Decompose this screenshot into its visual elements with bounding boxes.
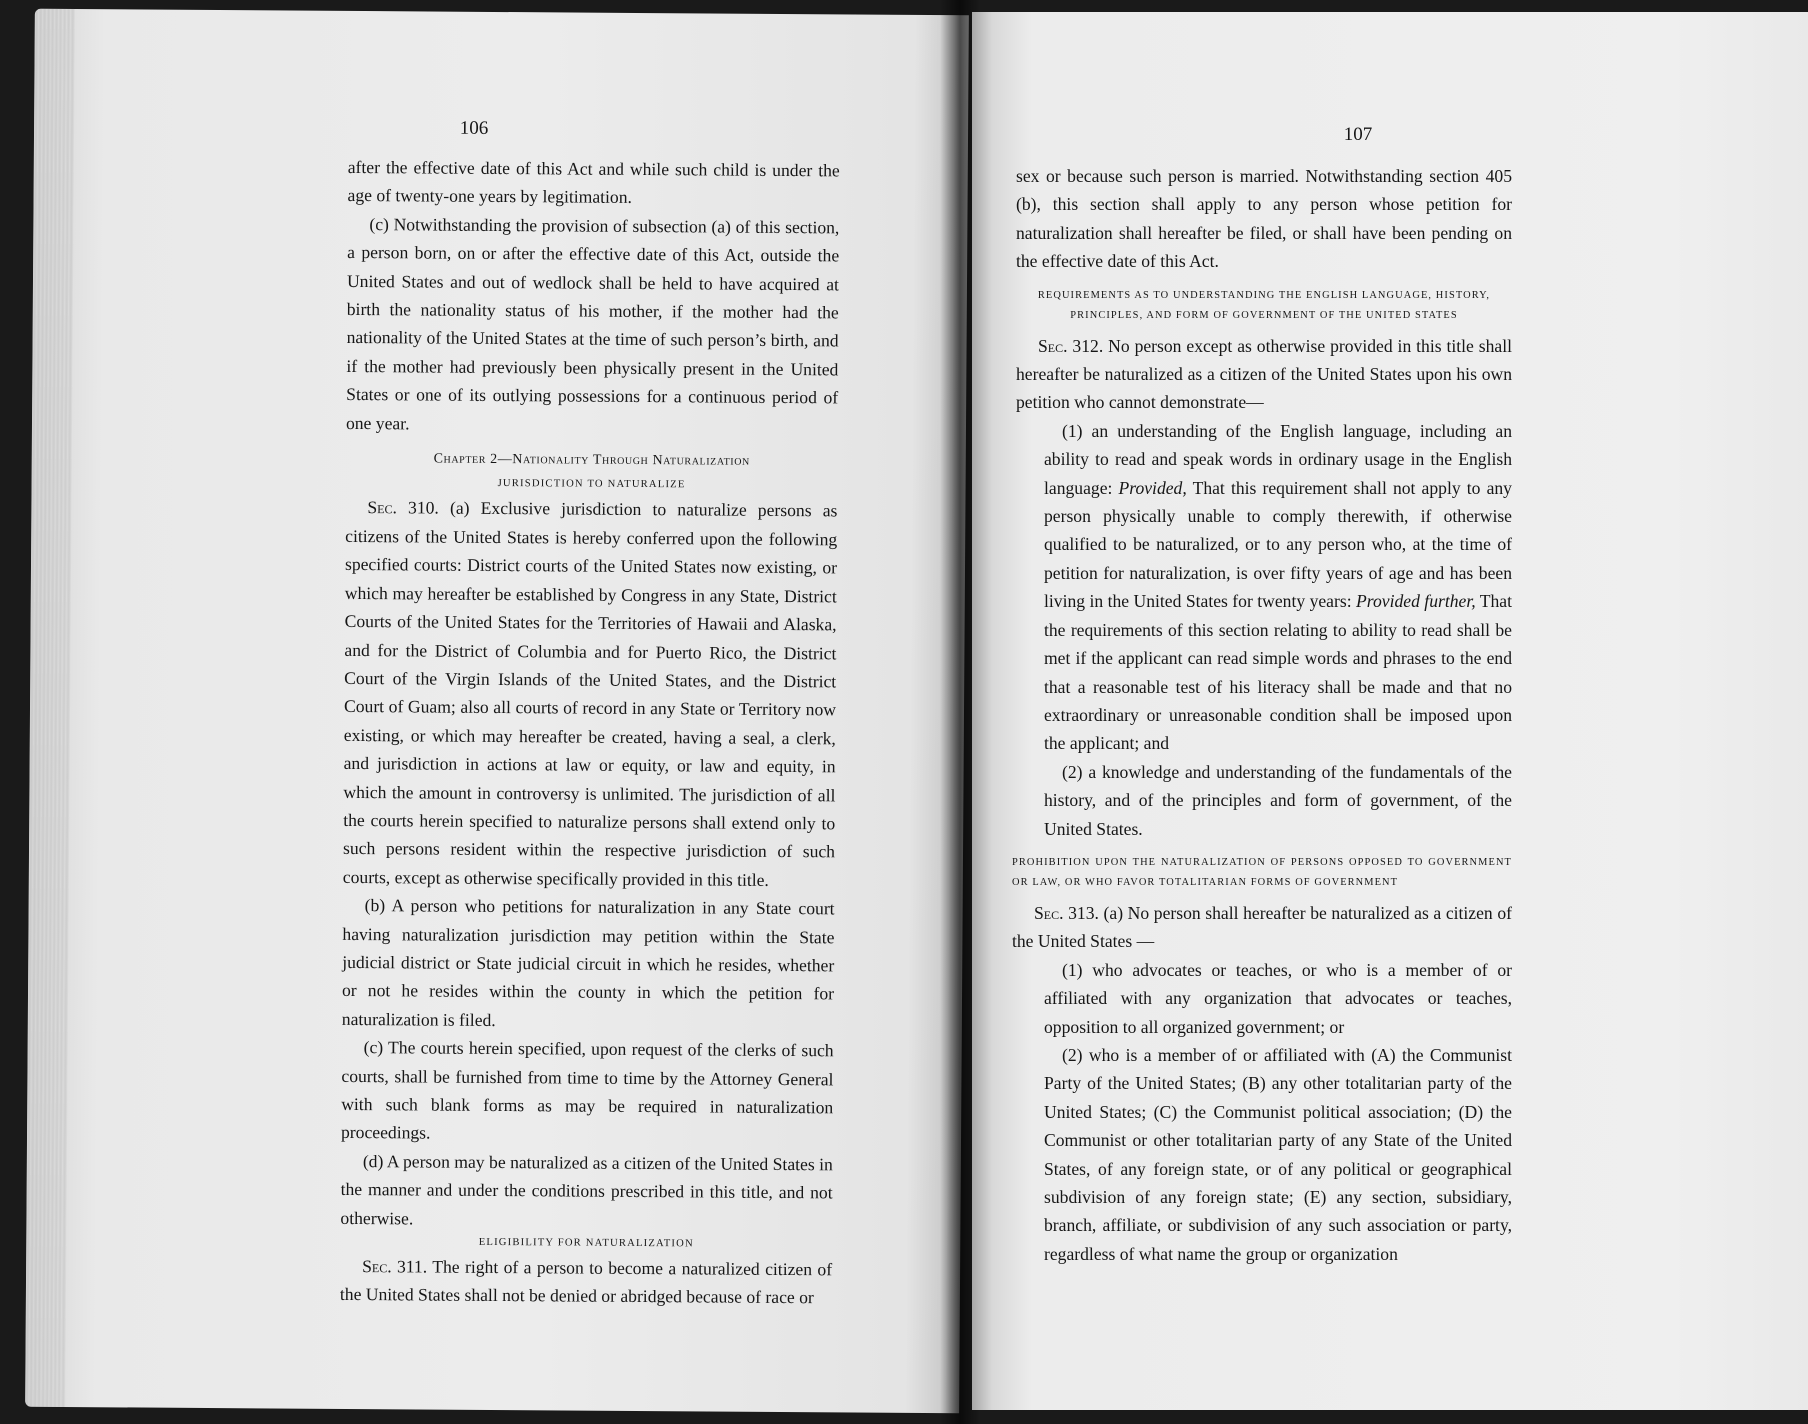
section-heading-prohibition: PROHIBITION UPON THE NATURALIZATION OF PERSONS OPPOSED TO GOVERNMENT OR LAW, OR WHO FAVOR TOTALITARIAN FORMS OF GOVERNMENT xyxy=(1012,856,1512,888)
section-text: The right of a person to become a naturalized citizen of the United States shall not be denied or abridged because of race or xyxy=(339,1256,833,1308)
section-label: Sec. 313. xyxy=(1034,902,1099,923)
section-heading-jurisdiction: JURISDICTION TO NATURALIZE xyxy=(497,478,686,491)
section-313a xyxy=(1012,899,1512,956)
page-number-left: 106 xyxy=(459,117,489,139)
list-item-313-2: (2) who is a member of or affiliated with (A) the Communist Party of the United States; (B) any other totalitarian party of the United States; (C) the Communist political association; (D) the Communist or other totalitarian party of any State of the United States, of any foreign state, or of any political or geographical subdivision of any foreign state; (E) any section, subsidiary, branch, affiliate, or subdivision of any such association or party, regardless of what name the group or organization xyxy=(1044,1044,1512,1264)
section-311 xyxy=(340,1252,832,1312)
paragraph-310c: (c) The courts herein specified, upon request of the clerks of such courts, shall be furnished from time to time by the Attorney General with such blank forms as may be required in naturalization proceedings. xyxy=(340,1037,834,1143)
right-page xyxy=(972,12,1808,1410)
page-number-right: 107 xyxy=(1343,124,1373,145)
list-item-312-2: (2) a knowledge and understanding of the fundamentals of the history, and of the principles and form of government, of the United States. xyxy=(1044,761,1512,839)
left-page-text xyxy=(340,153,840,1312)
section-text: (a) Exclusive jurisdiction to naturalize persons as citizens of the United States is hereby conferred upon the following specified courts: District courts of the United States now existing, or which may hereafter be established by Congress in any State, District Courts of the United States for the Territories of Hawaii and Alaska, and for the District of Columbia and for Puerto Rico, the District Court of the Virgin Islands of the United States, and the District Court of Guam; also all courts of record in any State or Territory now existing, or which may hereafter be created, having a seal, a clerk, and jurisdiction in actions at law or equity, or law and equity, in which the amount in controversy is unlimited. The jurisdiction of all the courts herein specified to naturalize persons shall extend only to such persons resident within the respective jurisdiction of such courts, except as otherwise specifically provided in this title. xyxy=(342,498,838,890)
section-label: Sec. 311. xyxy=(362,1256,428,1277)
chapter-heading: Chapter 2—Nationality Through Naturalization xyxy=(433,451,750,469)
section-heading-requirements: REQUIREMENTS AS TO UNDERSTANDING THE ENGLISH LANGUAGE, HISTORY, PRINCIPLES, AND FORM OF GOVERNMENT OF THE UNITED STATES xyxy=(1037,289,1491,321)
paragraph-310d: (d) A person may be naturalized as a citizen of the United States in the manner and under the conditions prescribed in this title, and not otherwise. xyxy=(340,1150,833,1229)
paragraph-continuation: sex or because such person is married. Notwithstanding section 405 (b), this section shall apply to any person whose petition for naturalization shall hereafter be filed, or shall have been pending on the effective date of this Act. xyxy=(1016,166,1512,272)
paragraph-310b: (b) A person who petitions for naturalization in any State court having naturalization jurisdiction may petition within the State judicial district or State judicial circuit in which he resides, whether or not he resides within the county in which the petition for naturalization is filed. xyxy=(341,895,835,1030)
section-text: No person except as otherwise provided in this title shall hereafter be naturalized as a citizen of the United States upon his own petition who cannot demonstrate— xyxy=(1016,335,1512,413)
list-item-312-1: (1) an understanding of the English language, including an ability to read and speak words in ordinary usage in the English language: Provided, That this requirement shall not apply to any person physically unable to comply therewith, if otherwise qualified to be naturalized, or to any person who, at the time of petition for naturalization, is over fifty years of age and has been living in the United States for twenty years: Provided further, That the requirements of this section relating to ability to read shall be met if the applicant can read simple words and phrases to the end that a reasonable test of his literacy shall be made and that no extraordinary or unreasonable condition shall be imposed upon the applicant; and xyxy=(1044,420,1512,754)
paragraph-309c: (c) Notwithstanding the provision of subsection (a) of this section, a person born, on or after the effective date of this Act, outside the United States and out of wedlock shall be held to have acquired at birth the nationality status of his mother, if the mother had the nationality of the United States at the time of such person’s birth, and if the mother had previously been physically present in the United States or one of its outlying possessions for a continuous period of one year. xyxy=(345,213,840,434)
section-label: Sec. 312. xyxy=(1038,335,1104,356)
section-310a xyxy=(343,493,838,894)
list-item-313-1: (1) who advocates or teaches, or who is a member of or affiliated with any organization that advocates or teaches, opposition to all organized government; or xyxy=(1044,959,1512,1037)
left-page xyxy=(25,9,969,1413)
section-heading-eligibility: ELIGIBILITY FOR NATURALIZATION xyxy=(478,1236,694,1250)
right-page-text xyxy=(1012,162,1512,1268)
section-text: (a) No person shall hereafter be naturalized as a citizen of the United States — xyxy=(1012,902,1512,952)
paragraph-continuation: after the effective date of this Act and while such child is under the age of twenty-one years by legitimation. xyxy=(347,156,840,208)
section-312 xyxy=(1016,332,1512,417)
section-label: Sec. 310. xyxy=(367,497,439,519)
